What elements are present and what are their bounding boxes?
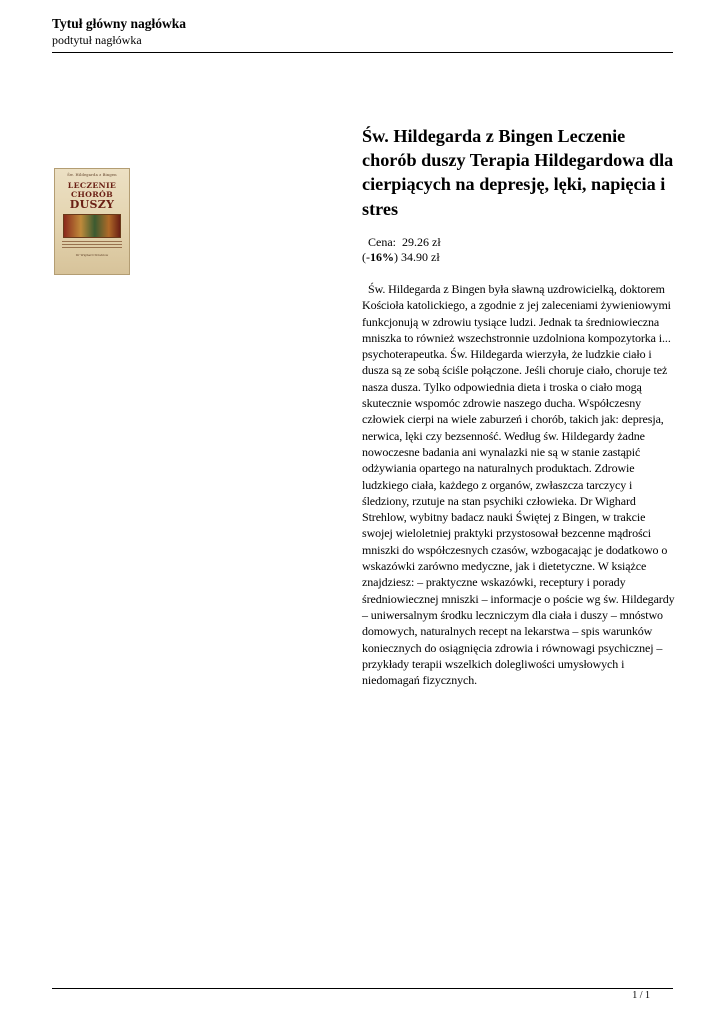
discount-percent: 16% bbox=[370, 250, 394, 264]
footer-divider bbox=[52, 988, 673, 989]
cover-title-line1: LECZENIE bbox=[67, 181, 117, 190]
old-price: 34.90 zł bbox=[401, 250, 440, 264]
book-cover-image bbox=[54, 168, 130, 275]
cover-author: Św. Hildegarda z Bingen bbox=[67, 173, 117, 177]
header-subtitle: podtytuł nagłówka bbox=[52, 33, 142, 47]
book-title: Św. Hildegarda z Bingen Leczenie chorób duszy Terapia Hildegardowa dla cierpiących na depresję, lęki, napięcia i stres bbox=[362, 126, 674, 219]
price-label: Cena: bbox=[368, 235, 396, 249]
discount-close: ) bbox=[394, 250, 398, 264]
book-description bbox=[362, 281, 675, 688]
description-text: Św. Hildegarda z Bingen była sławną uzdrowicielką, doktorem Kościoła katolickiego, a zgodnie z jej zaleceniami żywieniowymi funkcjonują w zdrowiu tysiące ludzi. Jednak ta średniowieczna mniszka to również wszechstronnie uzdolniona kompozytorka i... psychoterapeutka. Św. Hildegarda wierzyła, że ludzkie ciało i dusza są ze sobą ściśle połączone. Jeśli choruje ciało, choruje też nasza dusza. Tylko odpowiednia dieta i troska o ciało mogą skutecznie wspomóc zdrowie naszego ducha. Współczesny człowiek cierpi na wiele zaburzeń i chorób, takich jak: depresja, nerwica, lęki czy bezsenność. Według św. Hildegardy żadne nowoczesne badania ani wynalazki nie są w stanie zastąpić odżywiania opartego na naturalnych produktach. Zdrowie ludzkiego ciała, każdego z organów, zwłaszcza tarczycy i śledziony, rzutuje na stan psychiki człowieka. Dr Wighard Strehlow, wybitny badacz nauki Świętej z Bingen, w trakcie swojej wieloletniej praktyki przystosował bezcenne mądrości mniszki do współczesnych czasów, wzbogacając je dodatkowo o wskazówki zarówno medyczne, jak i dietetyczne. W książce znajdziesz: – praktyczne wskazówki, receptury i porady średniowiecznej mniszki – informacje o poście wg św. Hildegardy – uniwersalnym środku leczniczym dla ciała i duszy – mnóstwo domowych, naturalnych recept na lekarstwa – spis warunków koniecznych do osiągnięcia zdrowia i równowagi psychicznej – przykłady terapii wszelkich dolegliwości umysłowych i niedomagań fizycznych. bbox=[362, 282, 675, 688]
cover-title-line2: CHORÓB bbox=[70, 190, 114, 199]
price-old bbox=[362, 250, 440, 265]
page-header bbox=[52, 15, 186, 48]
cover-subtitle-lines bbox=[62, 241, 122, 248]
price-current bbox=[362, 235, 441, 250]
header-title: Tytuł główny nagłówka bbox=[52, 16, 187, 31]
cover-title bbox=[55, 181, 129, 211]
price-value: 29.26 zł bbox=[402, 235, 441, 249]
discount-open: (- bbox=[362, 250, 370, 264]
cover-title-line3: DUSZY bbox=[69, 198, 115, 211]
cover-illustration bbox=[63, 214, 121, 238]
page-number: 1 / 1 bbox=[632, 990, 650, 1001]
cover-footer: Dr Wighard Strehlow bbox=[75, 253, 109, 258]
header-divider bbox=[52, 52, 673, 53]
